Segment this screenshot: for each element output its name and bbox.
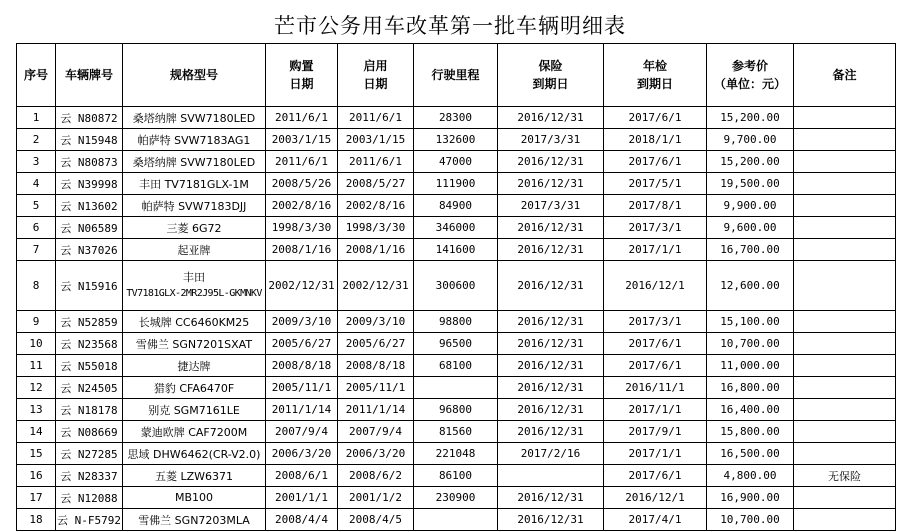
table-row [17,173,896,195]
cell-price: 16,900.00 [707,487,794,509]
cell-insurance: 2016/12/31 [498,421,604,443]
cell-plate: 云 N28337 [56,465,123,487]
cell-plate: 云 N80872 [56,107,123,129]
cell-insurance: 2016/12/31 [498,399,604,421]
cell-remark [794,195,896,217]
cell-plate: 云 N15916 [56,261,123,311]
cell-insurance: 2017/3/31 [498,195,604,217]
cell-purchase-date: 2005/11/1 [266,377,338,399]
header-plate: 车辆牌号 [56,44,123,107]
cell-purchase-date: 2008/5/26 [266,173,338,195]
table-row [17,239,896,261]
cell-remark [794,239,896,261]
cell-purchase-date: 2008/1/16 [266,239,338,261]
cell-inspection: 2018/1/1 [604,129,707,151]
cell-no: 14 [17,421,56,443]
table-row [17,443,896,465]
cell-remark: 无保险 [794,465,896,487]
cell-mileage: 111900 [414,173,498,195]
cell-plate: 云 N23568 [56,333,123,355]
cell-price: 16,500.00 [707,443,794,465]
cell-spec: 蒙迪欧牌 CAF7200M [123,421,266,443]
cell-spec: 雪佛兰 SGN7203MLA [123,509,266,531]
table-row [17,355,896,377]
header-remark: 备注 [794,44,896,107]
cell-enable-date: 2007/9/4 [338,421,414,443]
cell-inspection: 2017/5/1 [604,173,707,195]
cell-insurance: 2016/12/31 [498,377,604,399]
cell-enable-date: 2001/1/2 [338,487,414,509]
cell-price: 15,200.00 [707,151,794,173]
cell-plate: 云 N06589 [56,217,123,239]
cell-insurance: 2016/12/31 [498,333,604,355]
cell-remark [794,173,896,195]
table-row [17,261,896,311]
cell-no: 9 [17,311,56,333]
cell-insurance: 2016/12/31 [498,355,604,377]
cell-mileage: 96800 [414,399,498,421]
table-header-row [17,44,896,107]
cell-plate: 云 N52859 [56,311,123,333]
cell-insurance: 2017/2/16 [498,443,604,465]
cell-price: 19,500.00 [707,173,794,195]
cell-insurance: 2016/12/31 [498,487,604,509]
cell-mileage: 221048 [414,443,498,465]
cell-no: 5 [17,195,56,217]
header-spec: 规格型号 [123,44,266,107]
cell-remark [794,333,896,355]
cell-remark [794,217,896,239]
cell-price: 9,700.00 [707,129,794,151]
cell-mileage: 28300 [414,107,498,129]
cell-no: 3 [17,151,56,173]
cell-inspection: 2017/3/1 [604,311,707,333]
cell-remark [794,107,896,129]
cell-spec: 思域 DHW6462(CR-V2.0) [123,443,266,465]
cell-enable-date: 2002/8/16 [338,195,414,217]
table-row [17,465,896,487]
header-inspection: 年检 到期日 [604,44,707,107]
cell-purchase-date: 2008/6/1 [266,465,338,487]
cell-inspection: 2017/1/1 [604,239,707,261]
cell-mileage: 300600 [414,261,498,311]
cell-price: 12,600.00 [707,261,794,311]
cell-enable-date: 2008/6/2 [338,465,414,487]
header-purchase-date: 购置 日期 [266,44,338,107]
table-row [17,509,896,531]
cell-inspection: 2017/6/1 [604,355,707,377]
cell-spec: 桑塔纳牌 SVW7180LED [123,151,266,173]
cell-purchase-date: 2003/1/15 [266,129,338,151]
cell-inspection: 2017/8/1 [604,195,707,217]
cell-purchase-date: 1998/3/30 [266,217,338,239]
cell-plate: 云 N80873 [56,151,123,173]
cell-plate: 云 N12088 [56,487,123,509]
cell-no: 12 [17,377,56,399]
table-row [17,333,896,355]
cell-price: 10,700.00 [707,333,794,355]
cell-plate: 云 N08669 [56,421,123,443]
table-row [17,107,896,129]
cell-enable-date: 2005/6/27 [338,333,414,355]
cell-purchase-date: 2002/12/31 [266,261,338,311]
cell-purchase-date: 2011/6/1 [266,107,338,129]
cell-plate: 云 N27285 [56,443,123,465]
cell-remark [794,443,896,465]
cell-spec: 三菱 6G72 [123,217,266,239]
cell-inspection: 2017/6/1 [604,151,707,173]
cell-purchase-date: 2008/8/18 [266,355,338,377]
cell-remark [794,377,896,399]
table-row [17,421,896,443]
cell-enable-date: 2011/6/1 [338,107,414,129]
cell-inspection: 2017/4/1 [604,509,707,531]
cell-mileage [414,509,498,531]
table-row [17,311,896,333]
cell-mileage: 98800 [414,311,498,333]
cell-no: 7 [17,239,56,261]
cell-enable-date: 2008/1/16 [338,239,414,261]
cell-remark [794,487,896,509]
cell-plate: 云 N37026 [56,239,123,261]
cell-no: 6 [17,217,56,239]
cell-spec: 丰田 TV7181GLX-1M [123,173,266,195]
cell-inspection: 2016/12/1 [604,487,707,509]
cell-plate: 云 N55018 [56,355,123,377]
cell-inspection: 2017/1/1 [604,399,707,421]
cell-inspection: 2017/6/1 [604,107,707,129]
cell-enable-date: 2005/11/1 [338,377,414,399]
cell-insurance: 2016/12/31 [498,509,604,531]
cell-no: 10 [17,333,56,355]
cell-purchase-date: 2008/4/4 [266,509,338,531]
cell-remark [794,311,896,333]
cell-remark [794,129,896,151]
cell-enable-date: 2008/8/18 [338,355,414,377]
cell-spec: 长城牌 CC6460KM25 [123,311,266,333]
header-mileage: 行驶里程 [414,44,498,107]
table-row [17,487,896,509]
cell-enable-date: 2006/3/20 [338,443,414,465]
cell-mileage: 47000 [414,151,498,173]
cell-spec: 起亚牌 [123,239,266,261]
cell-insurance: 2016/12/31 [498,217,604,239]
cell-price: 9,600.00 [707,217,794,239]
header-no: 序号 [17,44,56,107]
cell-purchase-date: 2005/6/27 [266,333,338,355]
cell-remark [794,399,896,421]
cell-purchase-date: 2007/9/4 [266,421,338,443]
cell-price: 11,000.00 [707,355,794,377]
cell-enable-date: 2009/3/10 [338,311,414,333]
cell-price: 15,200.00 [707,107,794,129]
cell-no: 4 [17,173,56,195]
cell-no: 2 [17,129,56,151]
cell-no: 16 [17,465,56,487]
cell-price: 15,800.00 [707,421,794,443]
cell-price: 10,700.00 [707,509,794,531]
cell-price: 4,800.00 [707,465,794,487]
cell-inspection: 2017/3/1 [604,217,707,239]
cell-inspection: 2016/12/1 [604,261,707,311]
cell-mileage: 96500 [414,333,498,355]
cell-purchase-date: 2001/1/1 [266,487,338,509]
cell-insurance: 2016/12/31 [498,173,604,195]
cell-insurance: 2016/12/31 [498,107,604,129]
document-title: 芒市公务用车改革第一批车辆明细表 [274,14,626,38]
cell-mileage: 81560 [414,421,498,443]
cell-plate: 云 N15948 [56,129,123,151]
cell-enable-date: 2008/5/27 [338,173,414,195]
table-row [17,195,896,217]
cell-enable-date: 2008/4/5 [338,509,414,531]
cell-spec: 猎豹 CFA6470F [123,377,266,399]
cell-spec: 别克 SGM7161LE [123,399,266,421]
cell-inspection: 2017/6/1 [604,333,707,355]
cell-remark [794,509,896,531]
cell-inspection: 2017/1/1 [604,443,707,465]
cell-mileage: 230900 [414,487,498,509]
cell-spec: 桑塔纳牌 SVW7180LED [123,107,266,129]
cell-insurance: 2016/12/31 [498,151,604,173]
cell-mileage [414,377,498,399]
header-insurance: 保险 到期日 [498,44,604,107]
cell-remark [794,355,896,377]
cell-plate: 云 N24505 [56,377,123,399]
cell-price: 16,800.00 [707,377,794,399]
cell-remark [794,421,896,443]
cell-no: 18 [17,509,56,531]
cell-purchase-date: 2011/1/14 [266,399,338,421]
cell-purchase-date: 2006/3/20 [266,443,338,465]
cell-enable-date: 2011/1/14 [338,399,414,421]
table-row [17,217,896,239]
cell-enable-date: 2002/12/31 [338,261,414,311]
cell-plate: 云 N39998 [56,173,123,195]
cell-mileage: 84900 [414,195,498,217]
cell-insurance: 2016/12/31 [498,261,604,311]
cell-enable-date: 2011/6/1 [338,151,414,173]
cell-price: 9,900.00 [707,195,794,217]
table-row [17,151,896,173]
cell-plate: 云 N13602 [56,195,123,217]
cell-enable-date: 2003/1/15 [338,129,414,151]
cell-plate: 云 N18178 [56,399,123,421]
cell-purchase-date: 2011/6/1 [266,151,338,173]
cell-enable-date: 1998/3/30 [338,217,414,239]
table-row [17,129,896,151]
header-enable-date: 启用 日期 [338,44,414,107]
cell-spec: 帕萨特 SVW7183DJJ [123,195,266,217]
cell-insurance: 2017/3/31 [498,129,604,151]
cell-insurance: 2016/12/31 [498,239,604,261]
cell-purchase-date: 2009/3/10 [266,311,338,333]
vehicle-table [16,43,896,531]
cell-no: 1 [17,107,56,129]
cell-plate: 云 N-F5792 [56,509,123,531]
header-price: 参考价 （单位：元） [707,44,794,107]
cell-spec: 捷达牌 [123,355,266,377]
cell-spec: 五菱 LZW6371 [123,465,266,487]
cell-price: 16,400.00 [707,399,794,421]
cell-remark [794,151,896,173]
cell-inspection: 2016/11/1 [604,377,707,399]
cell-price: 15,100.00 [707,311,794,333]
table-row [17,399,896,421]
cell-no: 11 [17,355,56,377]
table-row [17,377,896,399]
cell-inspection: 2017/6/1 [604,465,707,487]
cell-purchase-date: 2002/8/16 [266,195,338,217]
cell-spec: 帕萨特 SVW7183AG1 [123,129,266,151]
cell-mileage: 68100 [414,355,498,377]
cell-mileage: 346000 [414,217,498,239]
cell-price: 16,700.00 [707,239,794,261]
cell-spec: 丰田 TV7181GLX-2MR2J95L-GKMNKV [123,261,266,311]
cell-mileage: 86100 [414,465,498,487]
cell-mileage: 141600 [414,239,498,261]
cell-no: 15 [17,443,56,465]
cell-remark [794,261,896,311]
cell-mileage: 132600 [414,129,498,151]
cell-insurance: 2016/12/31 [498,311,604,333]
cell-no: 8 [17,261,56,311]
cell-no: 13 [17,399,56,421]
cell-spec: MB100 [123,487,266,509]
cell-insurance [498,465,604,487]
cell-inspection: 2017/9/1 [604,421,707,443]
cell-no: 17 [17,487,56,509]
cell-spec: 雪佛兰 SGN7201SXAT [123,333,266,355]
